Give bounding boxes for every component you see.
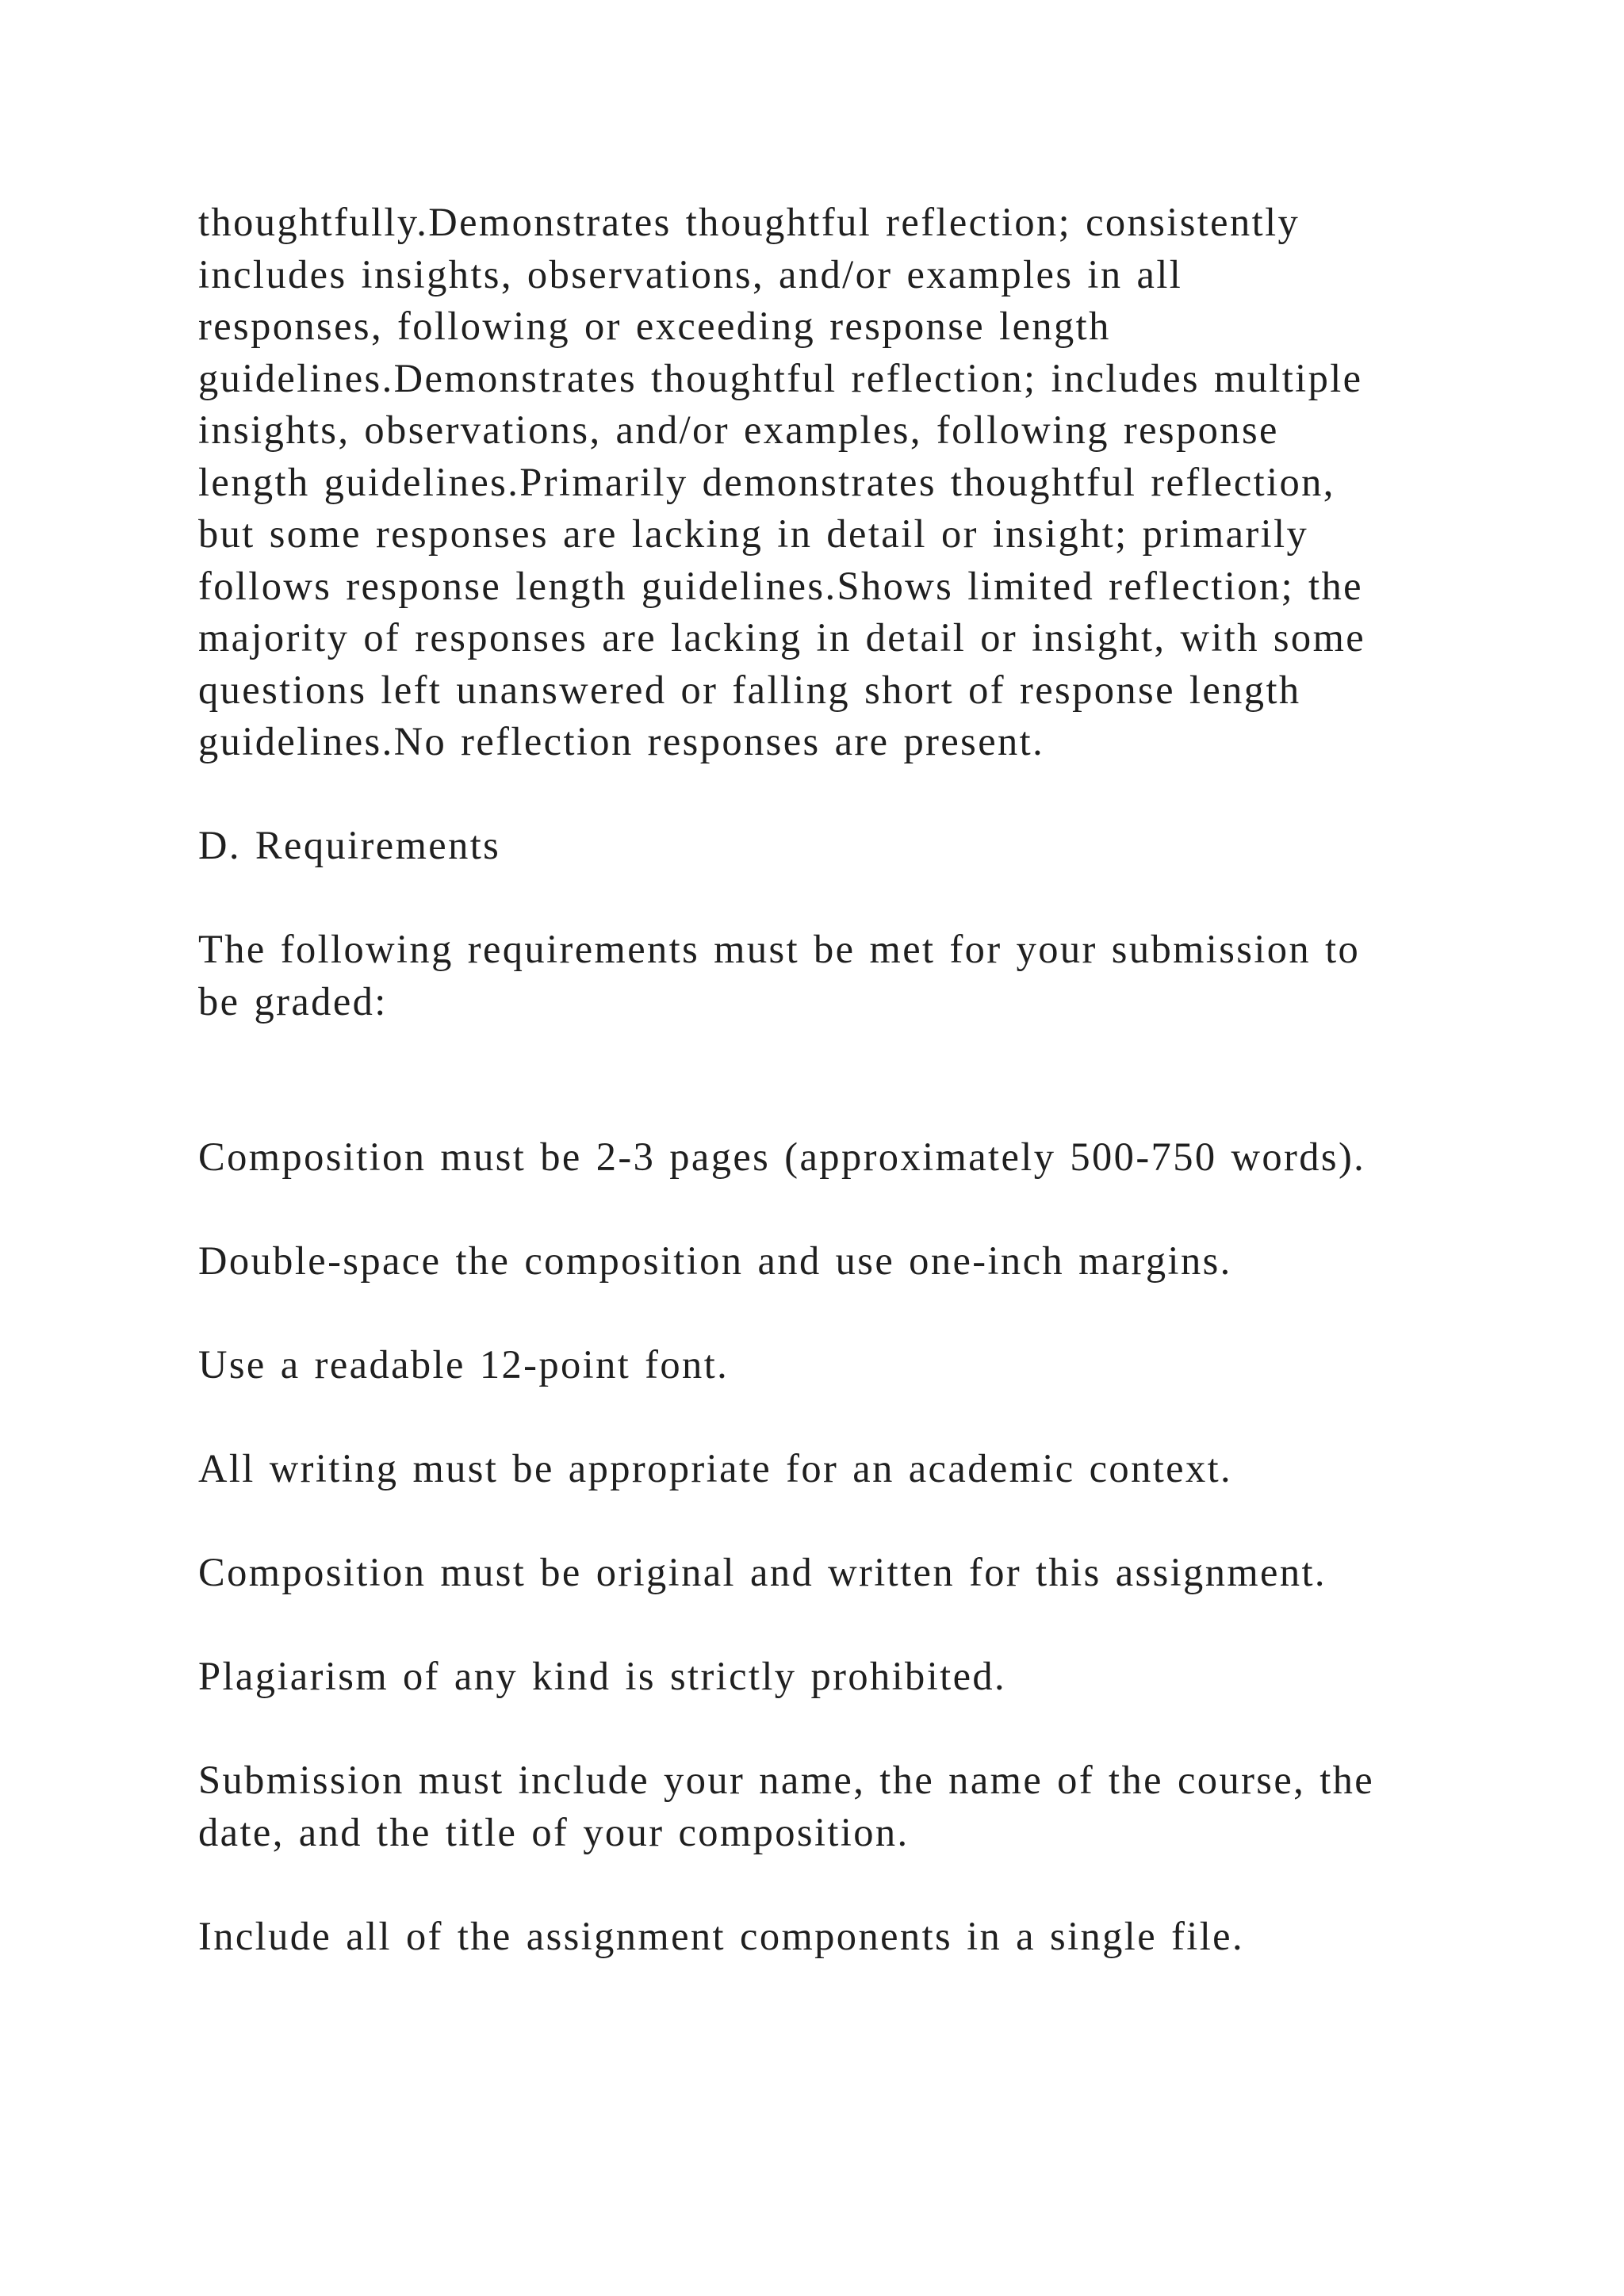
rubric-line: guidelines.Demonstrates thoughtful reflection; includes multiple: [198, 355, 1363, 400]
intro-line: be graded:: [198, 978, 388, 1024]
rubric-line: questions left unanswered or falling short of response length: [198, 667, 1301, 712]
requirement-line: Composition must be 2-3 pages (approximately 500-750 words).: [198, 1135, 1366, 1179]
rubric-line: includes insights, observations, and/or examples in all: [198, 251, 1183, 297]
intro-line: The following requirements must be met for your submission to: [198, 927, 1361, 971]
requirement-line: Include all of the assignment components in a single file.: [198, 1913, 1244, 1958]
rubric-line: majority of responses are lacking in detail or insight, with some: [198, 615, 1366, 660]
requirement-line: Composition must be original and written for this assignment.: [198, 1550, 1327, 1594]
section-heading: [198, 820, 1435, 872]
section-heading-text: D. Requirements: [198, 823, 501, 867]
rubric-line: guidelines.No reflection responses are present.: [198, 719, 1045, 763]
intro-paragraph: [198, 924, 1435, 1027]
requirement-item: [198, 1547, 1435, 1599]
rubric-line: insights, observations, and/or examples, following response: [198, 408, 1279, 452]
requirement-line: Double-space the composition and use one-inch margins.: [198, 1238, 1232, 1283]
requirement-item: [198, 1235, 1435, 1288]
requirement-line: Submission must include your name, the name of the course, the: [198, 1758, 1375, 1802]
requirement-line: Use a readable 12-point font.: [198, 1342, 730, 1387]
requirement-item: [198, 1339, 1435, 1391]
rubric-line: thoughtfully.Demonstrates thoughtful reflection; consistently: [198, 200, 1300, 244]
blank-line: [198, 1080, 1435, 1132]
requirement-item: [198, 1131, 1435, 1184]
requirement-item: [198, 1651, 1435, 1703]
requirement-item: [198, 1911, 1435, 1963]
document-page: [198, 197, 1435, 2015]
rubric-line: follows response length guidelines.Shows limited reflection; the: [198, 563, 1363, 608]
requirement-item: [198, 1443, 1435, 1495]
requirement-line: date, and the title of your composition.: [198, 1809, 910, 1854]
requirement-item: [198, 1755, 1435, 1858]
rubric-line: but some responses are lacking in detail or insight; primarily: [198, 511, 1309, 556]
rubric-line: responses, following or exceeding response length: [198, 304, 1111, 348]
requirement-line: All writing must be appropriate for an academic context.: [198, 1446, 1233, 1490]
rubric-paragraph: [198, 197, 1435, 768]
requirement-line: Plagiarism of any kind is strictly prohibited.: [198, 1654, 1007, 1698]
rubric-line: length guidelines.Primarily demonstrates thoughtful reflection,: [198, 459, 1335, 504]
